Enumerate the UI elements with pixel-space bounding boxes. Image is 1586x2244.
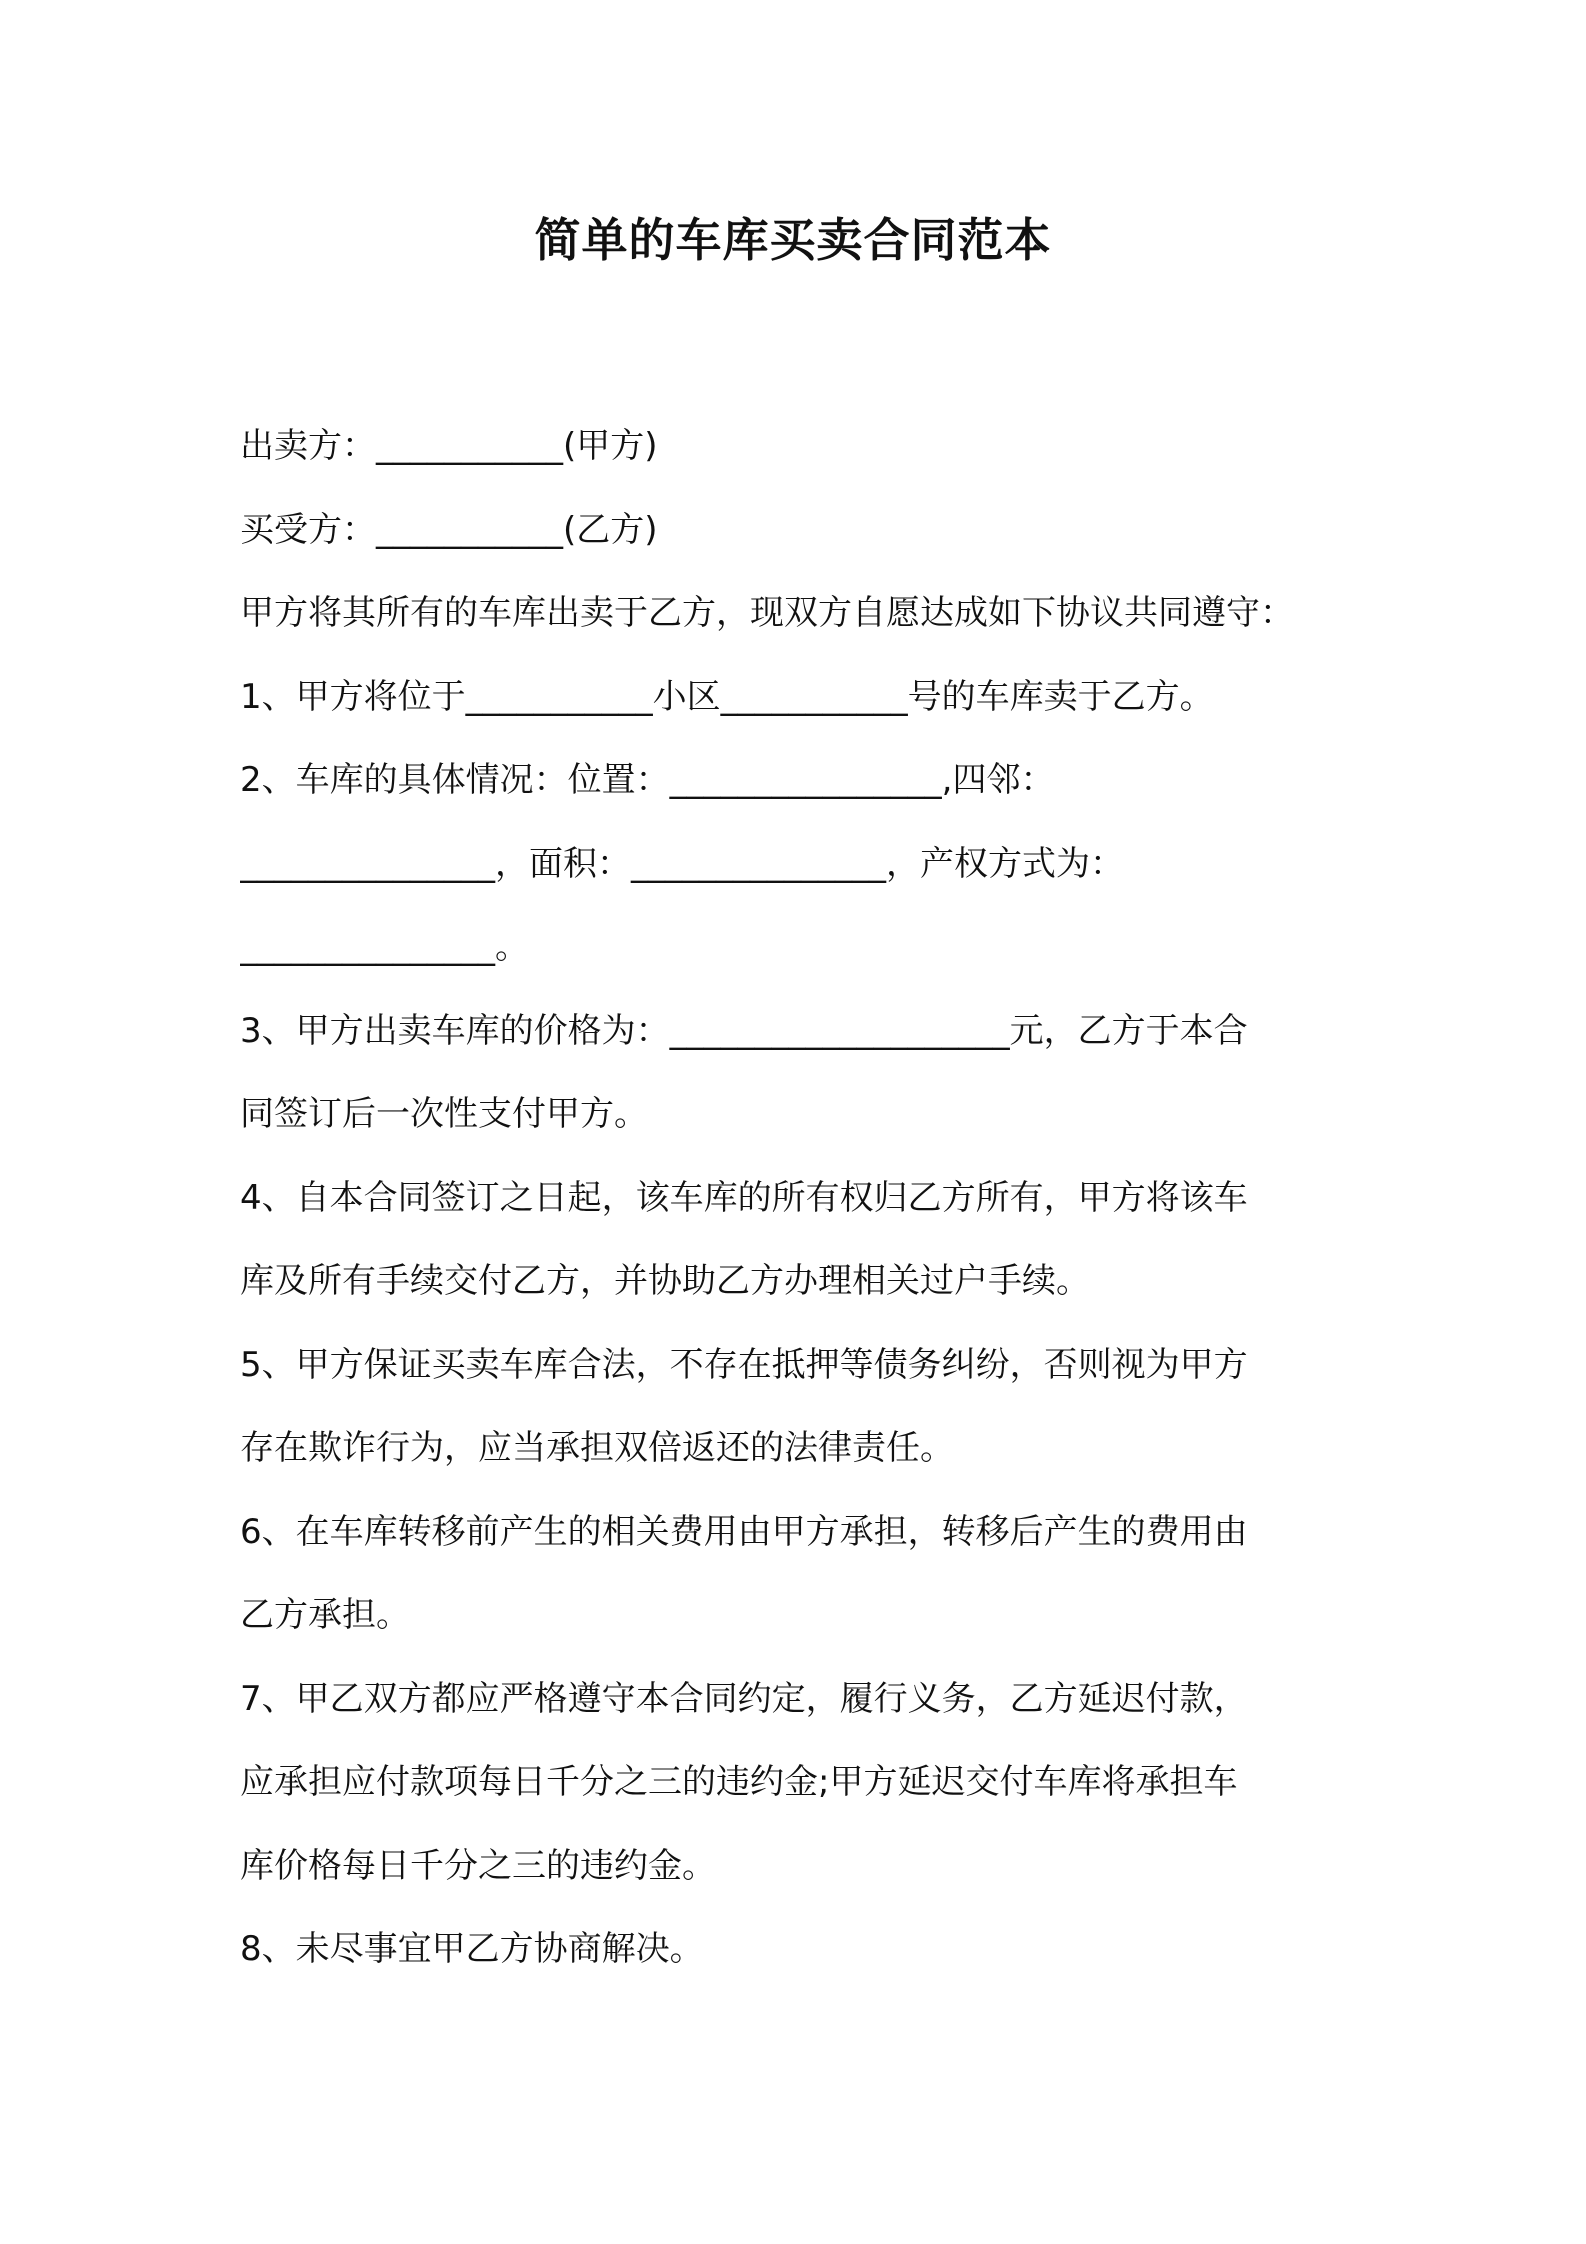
buyer-line: 买受方：___________(乙方) — [240, 509, 658, 550]
clause-2-line-1: 2、车库的具体情况：位置：________________,四邻： — [240, 760, 1055, 800]
clause-2-line-2: _______________，面积：_______________，产权方式为： — [240, 843, 1124, 884]
clause-1-line: 1、甲方将位于___________小区___________号的车库卖于乙方。 — [240, 676, 1214, 717]
seller-line: 出卖方：___________(甲方) — [240, 426, 658, 466]
preamble-line: 甲方将其所有的车库出卖于乙方，现双方自愿达成如下协议共同遵守： — [240, 593, 1294, 633]
clause-7-line-3: 库价格每日千分之三的违约金。 — [240, 1845, 716, 1886]
clause-7-line-2: 应承担应付款项每日千分之三的违约金;甲方延迟交付车库将承担车 — [240, 1762, 1238, 1802]
clause-6-line-2: 乙方承担。 — [240, 1595, 410, 1635]
clause-2-line-3: _______________。 — [240, 927, 529, 967]
clause-4-line-2: 库及所有手续交付乙方，并协助乙方办理相关过户手续。 — [240, 1261, 1090, 1301]
clause-3-line-1: 3、甲方出卖车库的价格为：____________________元，乙方于本合 — [240, 1010, 1248, 1051]
document-title: 简单的车库买卖合同范本 — [534, 213, 1052, 267]
clause-8-line: 8、未尽事宜甲乙方协商解决。 — [240, 1929, 704, 1969]
clause-3-line-2: 同签订后一次性支付甲方。 — [240, 1094, 648, 1134]
clause-4-line-1: 4、自本合同签订之日起，该车库的所有权归乙方所有，甲方将该车 — [240, 1177, 1248, 1218]
clause-7-line-1: 7、甲乙双方都应严格遵守本合同约定，履行义务，乙方延迟付款， — [240, 1678, 1248, 1719]
clause-6-line-1: 6、在车库转移前产生的相关费用由甲方承担，转移后产生的费用由 — [240, 1511, 1248, 1552]
clause-5-line-1: 5、甲方保证买卖车库合法，不存在抵押等债务纠纷，否则视为甲方 — [240, 1344, 1248, 1385]
clause-5-line-2: 存在欺诈行为，应当承担双倍返还的法律责任。 — [240, 1428, 954, 1468]
contract-body — [240, 405, 1370, 1992]
